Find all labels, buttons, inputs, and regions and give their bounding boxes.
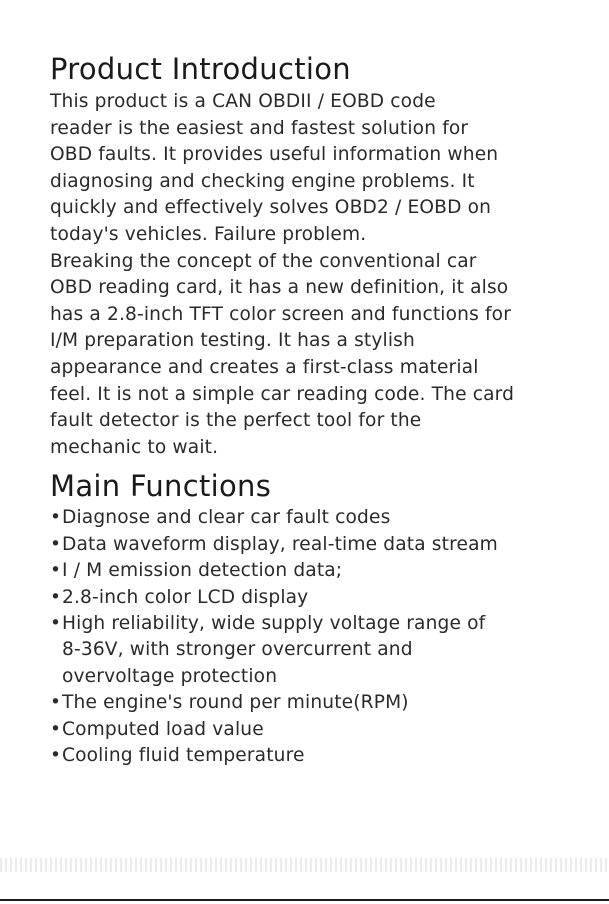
scan-edge-artifact — [0, 858, 609, 872]
bullet-icon: • — [50, 744, 62, 766]
page-bottom-rule — [0, 899, 609, 901]
function-item — [50, 690, 580, 716]
function-item-text: The engine's round per minute(RPM) — [62, 692, 409, 714]
function-item-text: 2.8-inch color LCD display — [62, 586, 309, 608]
bullet-icon: • — [50, 718, 62, 740]
function-item — [50, 585, 580, 611]
intro-line: quickly and effectively solves OBD2 / EOBD on — [50, 197, 492, 219]
function-item-text: Cooling fluid temperature — [62, 744, 305, 766]
function-item-text: High reliability, wide supply voltage range of — [62, 612, 486, 634]
intro-line: mechanic to wait. — [50, 436, 219, 458]
intro-line: Breaking the concept of the conventional car — [50, 250, 477, 272]
function-item-text: I / M emission detection data; — [62, 560, 343, 582]
main-functions-heading: Main Functions — [50, 469, 272, 504]
function-item — [50, 505, 580, 531]
product-introduction-text — [50, 89, 580, 461]
function-item — [50, 532, 580, 558]
intro-line: diagnosing and checking engine problems. It — [50, 170, 475, 192]
bullet-icon: • — [50, 612, 62, 634]
intro-line: feel. It is not a simple car reading code. The card — [50, 383, 515, 405]
bullet-icon: • — [50, 692, 62, 714]
intro-line: OBD faults. It provides useful information when — [50, 144, 499, 166]
main-functions-list — [50, 505, 580, 769]
function-item-text: Data waveform display, real-time data stream — [62, 533, 498, 555]
page-content — [50, 50, 580, 769]
intro-line: has a 2.8-inch TFT color screen and functions for — [50, 303, 511, 325]
function-item-text: Computed load value — [62, 718, 264, 740]
function-item-text: overvoltage protection — [62, 665, 278, 687]
function-item — [50, 611, 580, 690]
intro-line: This product is a CAN OBDII / EOBD code — [50, 91, 436, 112]
intro-line: appearance and creates a first-class material — [50, 356, 479, 378]
intro-line: today's vehicles. Failure problem. — [50, 223, 367, 245]
function-item-text: Diagnose and clear car fault codes — [62, 507, 391, 529]
intro-line: reader is the easiest and fastest solution for — [50, 117, 469, 139]
intro-line: I/M preparation testing. It has a stylish — [50, 330, 415, 352]
bullet-icon: • — [50, 586, 62, 608]
function-item — [50, 558, 580, 584]
function-item — [50, 717, 580, 743]
bullet-icon: • — [50, 560, 62, 582]
function-item — [50, 743, 580, 769]
bullet-icon: • — [50, 533, 62, 555]
intro-line: OBD reading card, it has a new definition, it also — [50, 277, 509, 299]
intro-line: fault detector is the perfect tool for the — [50, 410, 422, 432]
product-introduction-heading: Product Introduction — [50, 52, 351, 86]
function-item-text: 8-36V, with stronger overcurrent and — [62, 639, 413, 661]
bullet-icon: • — [50, 507, 62, 529]
